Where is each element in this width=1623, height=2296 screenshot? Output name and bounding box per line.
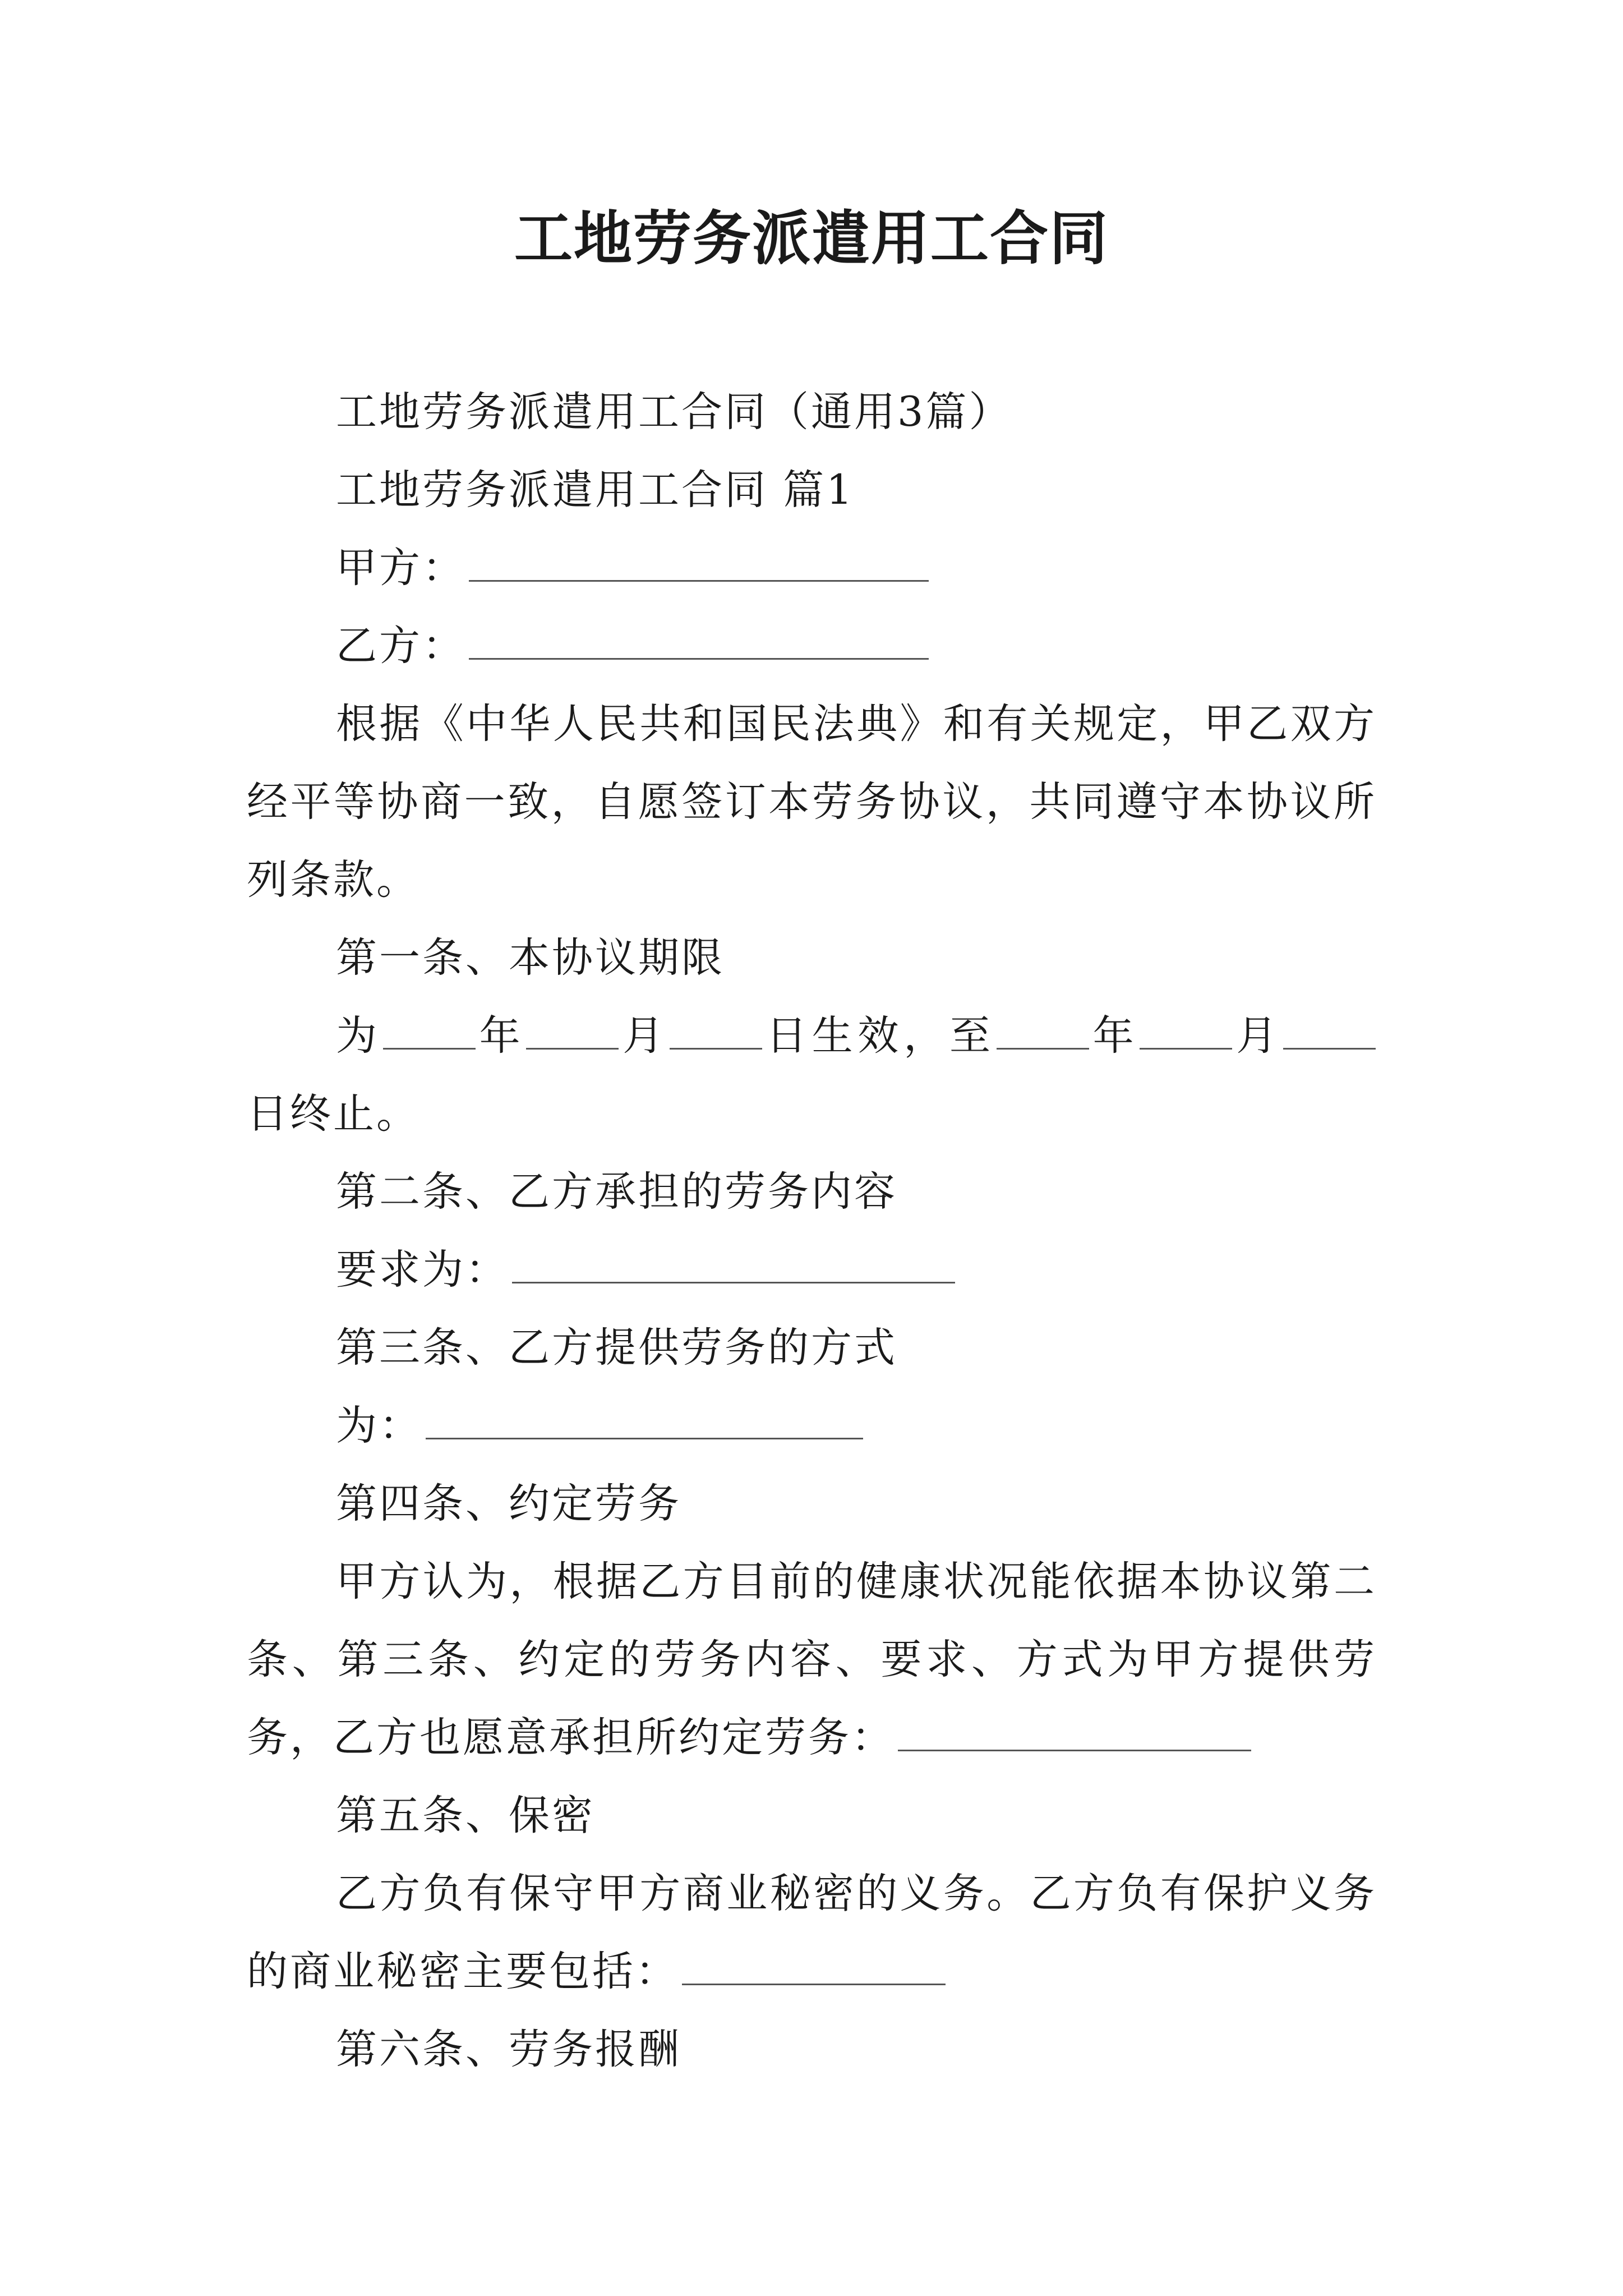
article3-title: 第三条、乙方提供劳务的方式 [336, 1324, 897, 1372]
article3-label: 为： [336, 1402, 422, 1450]
party-b-label: 乙方： [336, 622, 465, 670]
requirement-blank [512, 1253, 955, 1283]
article1-title: 第一条、本协议期限 [336, 934, 725, 982]
document-title: 工地劳务派遣用工合同 [514, 204, 1109, 273]
article5-body [247, 1855, 1377, 2010]
document-body [247, 373, 1377, 2088]
article1-term [247, 997, 1377, 1153]
start-year-label: 年 [476, 1012, 525, 1060]
start-month-label: 月 [620, 1012, 669, 1060]
article6-title: 第六条、劳务报酬 [336, 2026, 681, 2073]
party-b-line [247, 607, 1377, 685]
start-day-blank [670, 1019, 762, 1050]
secret-blank [682, 1954, 946, 1985]
start-month-blank [526, 1019, 619, 1050]
agreed-service-blank [898, 1720, 1251, 1751]
end-day-label: 日终止。 [247, 1090, 419, 1138]
article5-text: 乙方负有保守甲方商业秘密的义务。乙方负有保护义务的商业秘密主要包括： [247, 1870, 1377, 1995]
article4-title: 第四条、约定劳务 [336, 1480, 681, 1527]
end-month-label: 月 [1233, 1012, 1283, 1060]
article1-prefix: 为 [336, 1012, 382, 1060]
part-heading: 工地劳务派遣用工合同 篇1 [336, 466, 855, 514]
subtitle: 工地劳务派遣用工合同（通用3篇） [336, 388, 1012, 436]
party-a-label: 甲方： [336, 544, 465, 592]
party-a-blank [469, 551, 929, 582]
article4-text: 甲方认为，根据乙方目前的健康状况能依据本协议第二条、第三条、约定的劳务内容、要求、方式为甲方提供劳务，乙方也愿意承担所约定劳务： [247, 1558, 1377, 1761]
end-day-blank [1283, 1019, 1376, 1050]
article5-title: 第五条、保密 [336, 1792, 595, 1839]
preamble: 根据《中华人民共和国民法典》和有关规定，甲乙双方经平等协商一致，自愿签订本劳务协议，共同遵守本协议所列条款。 [247, 700, 1377, 904]
start-day-label: 日生效，至 [763, 1012, 995, 1060]
party-a-line [247, 529, 1377, 607]
end-month-blank [1140, 1019, 1232, 1050]
article4-body [247, 1543, 1377, 1777]
end-year-blank [997, 1019, 1089, 1050]
article2-requirement [247, 1231, 1377, 1309]
party-b-blank [469, 629, 929, 660]
article3-method [247, 1387, 1377, 1465]
end-year-label: 年 [1090, 1012, 1139, 1060]
method-blank [426, 1409, 863, 1439]
start-year-blank [383, 1019, 476, 1050]
article2-title: 第二条、乙方承担的劳务内容 [336, 1168, 897, 1216]
article2-label: 要求为： [336, 1246, 509, 1294]
